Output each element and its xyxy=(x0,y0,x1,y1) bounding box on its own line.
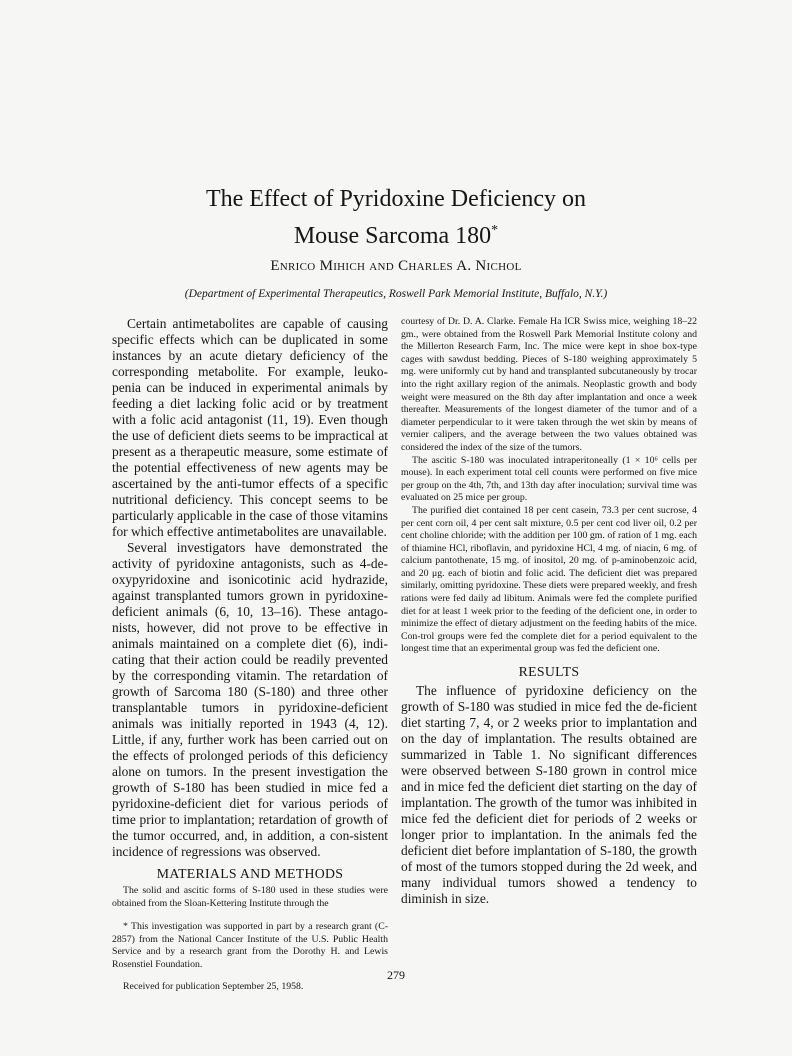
article-title xyxy=(150,184,642,252)
methods-paragraph-3: The purified diet contained 18 per cent casein, 73.3 per cent sucrose, 4 per cent corn oil, 4 per cent salt mixture, 0.5 per cent cod liver oil, 0.2 per cent choline chloride; with the addition per 100 gm. of ration of 1 mg. each of thiamine HCl, riboflavin, and pyridoxine HCl, 4 mg. of niacin, 6 mg. of calcium pantothenate, 15 mg. of inositol, 20 mg. of p-aminobenzoic acid, and 20 μg. each of biotin and folic acid. The deficient diet was prepared similarly, omitting pyridoxine. These diets were prepared weekly, and fresh rations were fed daily ad libitum. Animals were fed the complete purified diet for at least 1 week prior to the feeding of the deficient one, in order to minimize the effect of dietary adjustment on the feeding habits of the mice. Con-trol groups were fed the complete diet for a period equivalent to the longest time that an experimental group was fed the deficient one. xyxy=(401,504,697,655)
title-line-2: Mouse Sarcoma 180 xyxy=(293,223,492,249)
intro-paragraph-2: Several investigators have demonstrated the activity of pyridoxine antagonists, such as 4-de-oxypyridoxine and isonicotinic acid hydrazide, against transplanted tumors grown in pyridoxine-deficient animals (6, 10, 13–16). These antago-nists, however, did not prove to be effective in animals maintained on a complete diet (6), indi-cating that their action could be readily prevented by the corresponding vitamin. The retardation of growth of Sarcoma 180 (S-180) and three other transplantable tumors in pyridoxine-deficient animals was initially reported in 1943 (4, 12). Little, if any, further work has been carried out on the effects of prolonged periods of this deficiency alone on tumors. In the present investigation the growth of S-180 has been studied in mice fed a pyridoxine-deficient diet for various periods of time prior to implantation; retardation of growth of the tumor occurred, and, in addition, a con-sistent incidence of regressions was observed. xyxy=(112,540,388,859)
methods-heading: MATERIALS AND METHODS xyxy=(156,866,344,881)
funding-footnote: * This investigation was supported in part by a research grant (C-2857) from the National Cancer Institute of the U.S. Public Health Service and by a research grant from the Dorothy H. and Lewis Rosenstiel Foundation. xyxy=(112,921,388,970)
affiliation: (Department of Experimental Therapeutics, Roswell Park Memorial Institute, Buffalo, N.Y.) xyxy=(184,288,608,300)
methods-paragraph-2: The ascitic S-180 was inoculated intraperitoneally (1 × 10⁶ cells per mouse). In each experiment total cell counts were performed on five mice per group on the 4th, 7th, and 13th day after inoculation; survival time was evaluated on 25 mice per group. xyxy=(401,454,697,504)
methods-paragraph-1-continued: courtesy of Dr. D. A. Clarke. Female Ha ICR Swiss mice, weighing 18–22 gm., were obtained from the Roswell Park Memorial Institute colony and the Millerton Research Farm, Inc. The mice were kept in shoe box-type cages with sawdust bedding. Pieces of S-180 weighing approximately 5 mg. were uniformly cut by hand and transplanted subcutaneously by trocar into the right axillary region of the animals. Neoplastic growth and body weight were measured on the 8th day after implantation and once a week thereafter. Measurements of the longest diameter of the tumor and of a diameter perpendicular to it were taken through the wet skin by means of vernier calipers, and the average between the two values obtained was considered the index of the size of the tumors. xyxy=(401,316,697,453)
title-line-1: The Effect of Pyridoxine Deficiency on xyxy=(205,186,587,212)
results-heading: RESULTS xyxy=(518,664,580,680)
right-column xyxy=(401,316,697,907)
received-date: Received for publication September 25, 1958. xyxy=(123,980,304,992)
left-column xyxy=(112,316,388,993)
title-footnote-mark: * xyxy=(491,223,499,238)
intro-paragraph-1: Certain antimetabolites are capable of causing specific effects which can be duplicated in some instances by an acute dietary deficiency of the corresponding metabolite. For example, leuko-penia can be induced in experimental animals by feeding a diet lacking folic acid or by treatment with a folic acid antagonist (11, 19). Even though the use of deficient diets seems to be impractical at present as a therapeutic measure, some estimate of the potential effectiveness of new agents may be ascertained by the anti-tumor effects of a specific nutritional deficiency. This concept seems to be particularly applicable in the case of those vitamins for which effective antimetabolites are unavailable. xyxy=(112,316,388,539)
methods-paragraph-1-start: The solid and ascitic forms of S-180 used in these studies were obtained from the Sloan-Kettering Institute through the xyxy=(112,885,388,909)
author-list: Enrico Mihich and Charles A. Nichol xyxy=(270,258,522,274)
page-number: 279 xyxy=(387,968,405,982)
results-paragraph-1: The influence of pyridoxine deficiency on the growth of S-180 was studied in mice fed the de-ficient diet starting 7, 4, or 2 weeks prior to implantation and on the day of implantation. The results obtained are summarized in Table 1. No significant differences were observed between S-180 grown in control mice and in mice fed the deficient diet starting on the day of implantation. The growth of the tumor was inhibited in mice fed the deficient diet for periods of 2 weeks or longer prior to implantation. In the animals fed the deficient diet before implantation of S-180, the growth of most of the tumors stopped during the 2d week, and many individual tumors showed a tendency to diminish in size. xyxy=(401,683,697,907)
